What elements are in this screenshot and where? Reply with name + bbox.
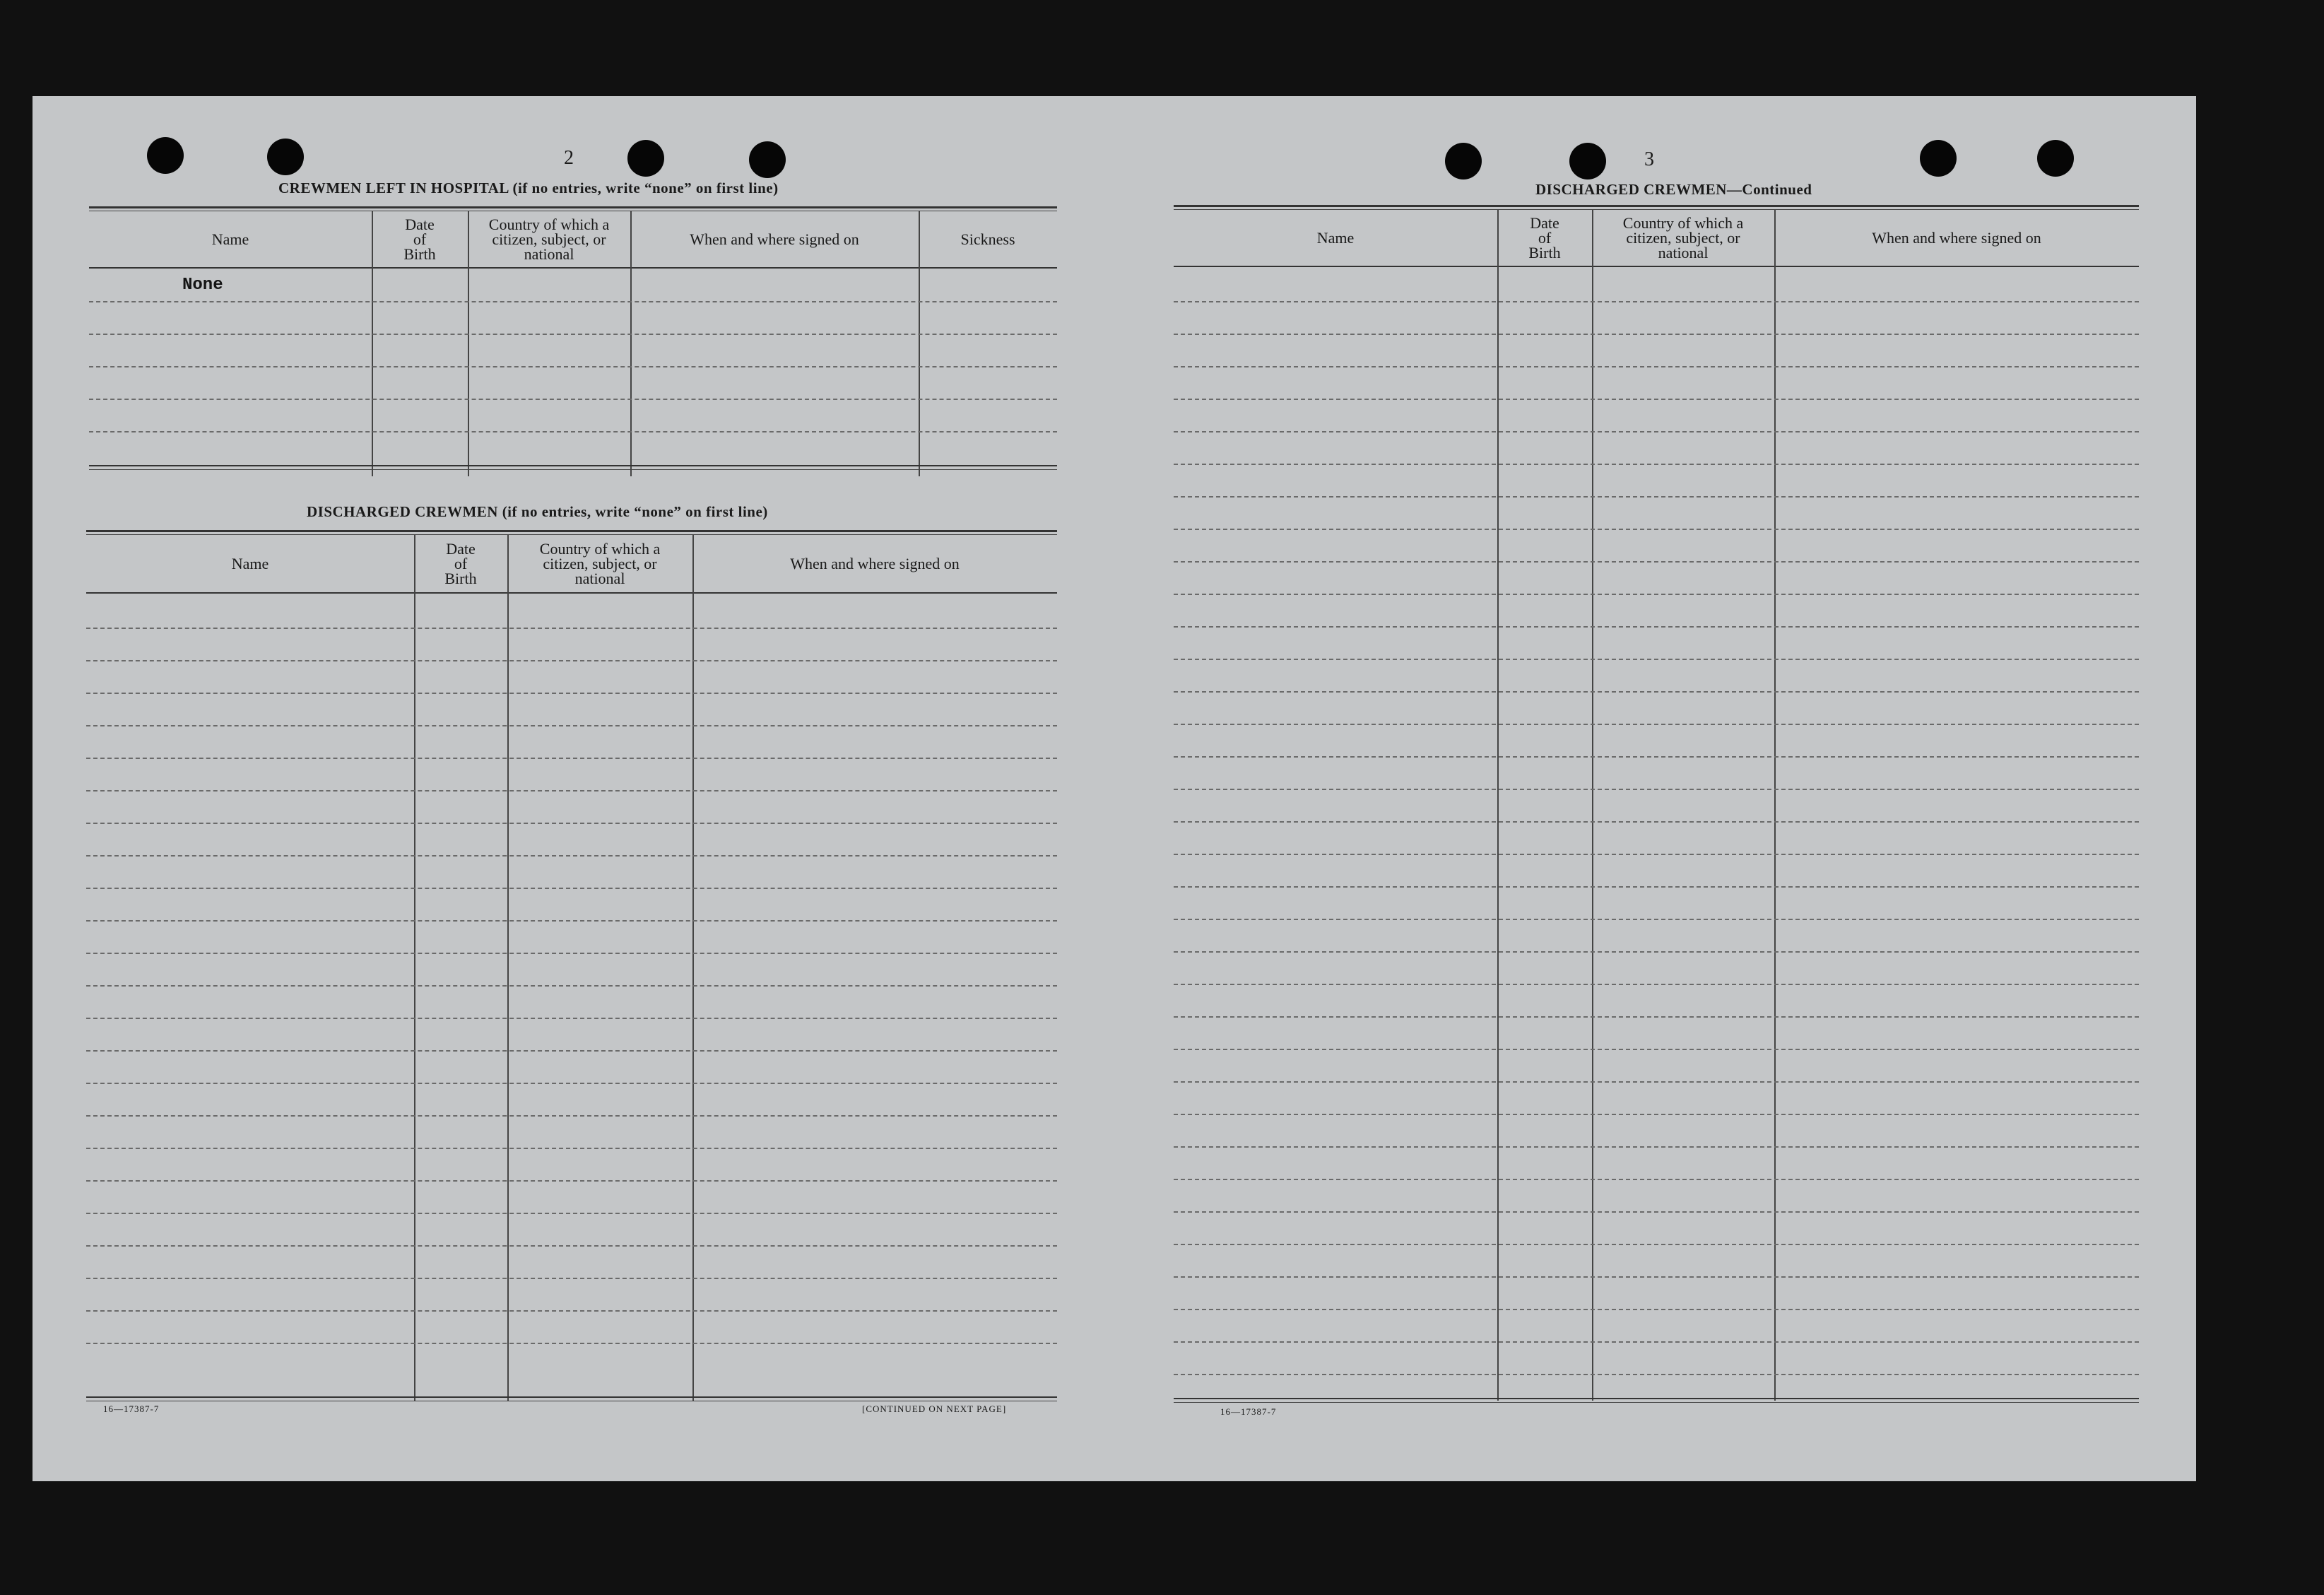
form-number-right: 16—17387-7 <box>1220 1406 1277 1417</box>
scanned-form-sheet <box>33 96 2196 1481</box>
page-left <box>33 96 1114 1481</box>
discharged-continued-title: DISCHARGED CREWMEN—Continued <box>1535 181 1812 198</box>
discharged-cont-header-name: Name <box>1316 228 1355 247</box>
hospital-section-title <box>278 179 779 197</box>
punch-hole <box>1569 143 1606 179</box>
discharged-header-signed-on: When and where signed on <box>790 554 960 572</box>
hospital-header-dob: Date of Birth <box>403 215 436 263</box>
hospital-header-name: Name <box>211 230 249 248</box>
punch-hole <box>627 140 664 177</box>
page-number: 3 <box>1644 148 1654 170</box>
discharged-title-text: DISCHARGED CREWMEN <box>307 503 498 520</box>
hospital-header-sickness: Sickness <box>960 230 1015 248</box>
hospital-title-text: CREWMEN LEFT IN HOSPITAL <box>278 179 509 196</box>
discharged-header-country: Country of which a citizen, subject, or national <box>539 539 661 587</box>
punch-hole <box>749 141 786 178</box>
discharged-section-title <box>307 503 768 521</box>
discharged-table-right <box>1174 205 2139 1498</box>
continued-note: [CONTINUED ON NEXT PAGE] <box>862 1403 1007 1414</box>
page-number: 2 <box>564 147 574 169</box>
punch-hole <box>1445 143 1482 179</box>
discharged-cont-header-country: Country of which a citizen, subject, or national <box>1622 213 1744 261</box>
hospital-table <box>89 206 1057 478</box>
hospital-title-note: (if no entries, write “none” on first line) <box>512 179 779 196</box>
hospital-entry-none: None <box>182 276 223 295</box>
punch-hole <box>267 139 304 175</box>
punch-hole <box>2037 140 2074 177</box>
punch-hole <box>147 137 184 174</box>
discharged-title-note: (if no entries, write “none” on first line) <box>502 503 768 520</box>
hospital-header-signed-on: When and where signed on <box>690 230 859 248</box>
page-right <box>1114 96 2196 1481</box>
discharged-header-dob: Date of Birth <box>444 539 477 587</box>
discharged-table-left <box>86 530 1057 1501</box>
hospital-header-country: Country of which a citizen, subject, or national <box>488 215 610 263</box>
discharged-header-name: Name <box>231 554 269 572</box>
punch-hole <box>1920 140 1957 177</box>
discharged-cont-header-dob: Date of Birth <box>1528 213 1561 261</box>
form-number-left: 16—17387-7 <box>103 1403 160 1414</box>
discharged-cont-header-signed-on: When and where signed on <box>1872 228 2041 247</box>
